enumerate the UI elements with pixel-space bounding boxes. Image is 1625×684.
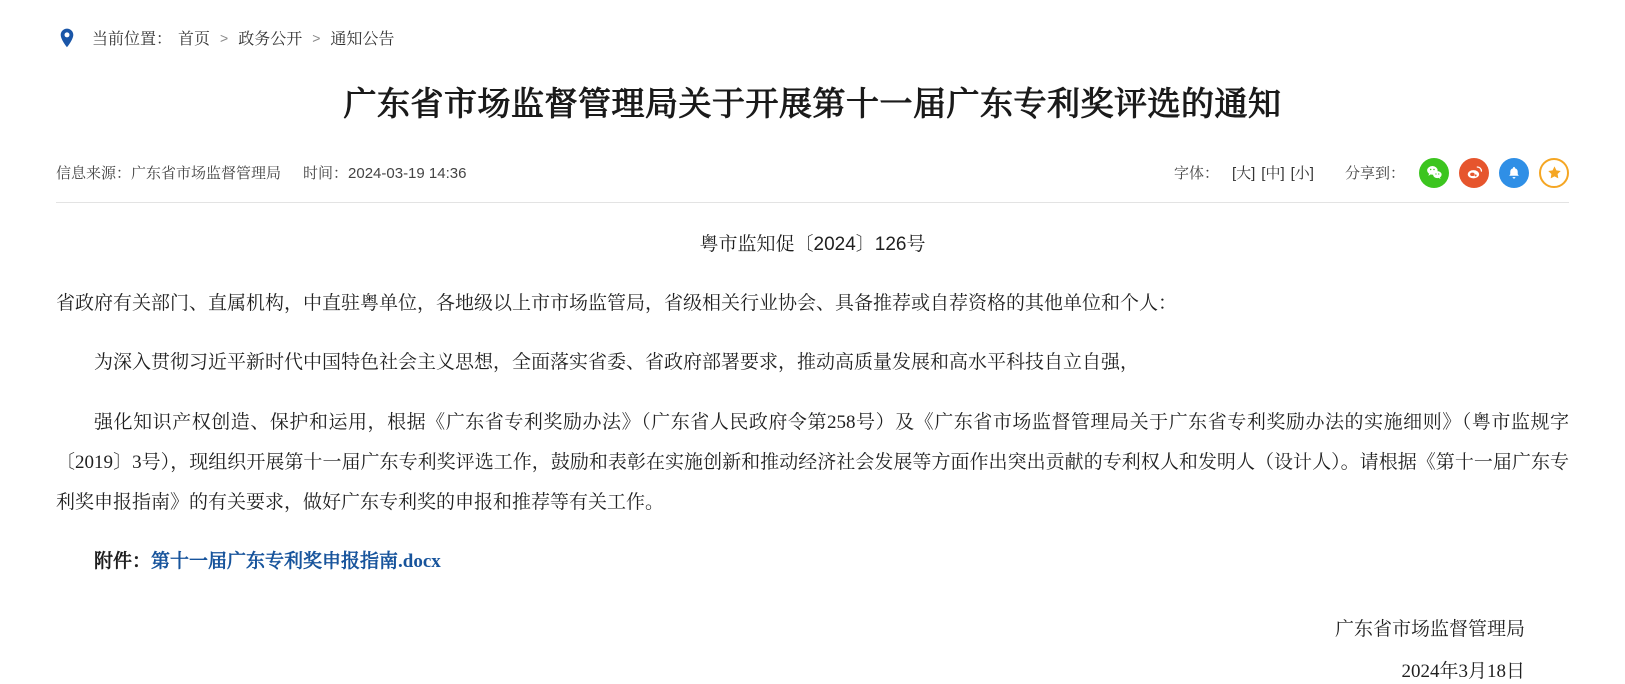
signature-date: 2024年3月18日 xyxy=(1401,660,1525,682)
breadcrumb-item-home[interactable]: 首页 xyxy=(178,31,211,48)
bell-icon[interactable] xyxy=(1499,158,1529,188)
document-number: 粤市监知促〔2024〕126号 xyxy=(699,233,926,255)
attachment-label: 附件： xyxy=(94,551,152,573)
font-size-medium-button[interactable]: [中] xyxy=(1261,165,1285,183)
wechat-icon[interactable] xyxy=(1419,158,1449,188)
font-size-controls xyxy=(1231,162,1315,183)
page-title: 广东省市场监督管理局关于开展第十一届广东专利奖评选的通知 xyxy=(343,85,1282,122)
font-size-large-button[interactable]: [大] xyxy=(1231,165,1256,183)
share-icon-group xyxy=(1419,158,1569,188)
meta-divider xyxy=(56,202,1569,203)
article-body xyxy=(56,225,1569,684)
body-paragraph-1: 为深入贯彻习近平新时代中国特色社会主义思想，全面落实省委、省政府部署要求，推动高质量发展和高水平科技自立自强， xyxy=(94,352,1140,374)
body-paragraph-2: 强化知识产权创造、保护和运用，根据《广东省专利奖励办法》（广东省人民政府令第258号）及《广东省市场监督管理局关于广东省专利奖励办法的实施细则》（粤市监规字〔2019〕3号），现组织开展第十一届广东专利奖评选工作，鼓励和表彰在实施创新和推动经济社会发展等方面作出突出贡献的专利权人和发明人（设计人）。请根据《第十一届广东专利奖申报指南》的有关要求，做好广东专利奖的申报和推荐等有关工作。 xyxy=(56,411,1569,514)
signature-organization: 广东省市场监督管理局 xyxy=(1334,618,1525,640)
body-paragraph-salutation: 省政府有关部门、直属机构，中直驻粤单位，各地级以上市市场监管局，省级相关行业协会、具备推荐或自荐资格的其他单位和个人： xyxy=(56,293,1178,315)
breadcrumb-item-notices[interactable]: 通知公告 xyxy=(330,31,395,48)
breadcrumb-label: 当前位置： xyxy=(92,31,173,48)
attachment-file-link[interactable]: 第十一届广东专利奖申报指南.docx xyxy=(151,551,441,573)
meta-left-group xyxy=(56,162,466,183)
article-source: 信息来源：广东省市场监督管理局 xyxy=(56,165,282,183)
meta-right-group xyxy=(1174,158,1569,188)
signature-block xyxy=(56,609,1569,684)
attachment-row xyxy=(56,542,1569,582)
font-size-label: 字体： xyxy=(1173,165,1219,183)
share-label: 分享到： xyxy=(1344,165,1405,183)
article-time: 时间：2024-03-19 14:36 xyxy=(303,165,467,183)
font-size-small-button[interactable]: [小] xyxy=(1290,165,1314,183)
weibo-icon[interactable] xyxy=(1459,158,1489,188)
article-meta-bar xyxy=(56,158,1569,202)
location-pin-icon xyxy=(56,27,78,49)
favorite-star-icon[interactable] xyxy=(1539,158,1569,188)
breadcrumb-item-government-affairs[interactable]: 政务公开 xyxy=(238,31,303,48)
breadcrumb-separator: > xyxy=(220,29,229,46)
breadcrumb xyxy=(56,0,1569,49)
breadcrumb-separator: > xyxy=(312,29,321,46)
